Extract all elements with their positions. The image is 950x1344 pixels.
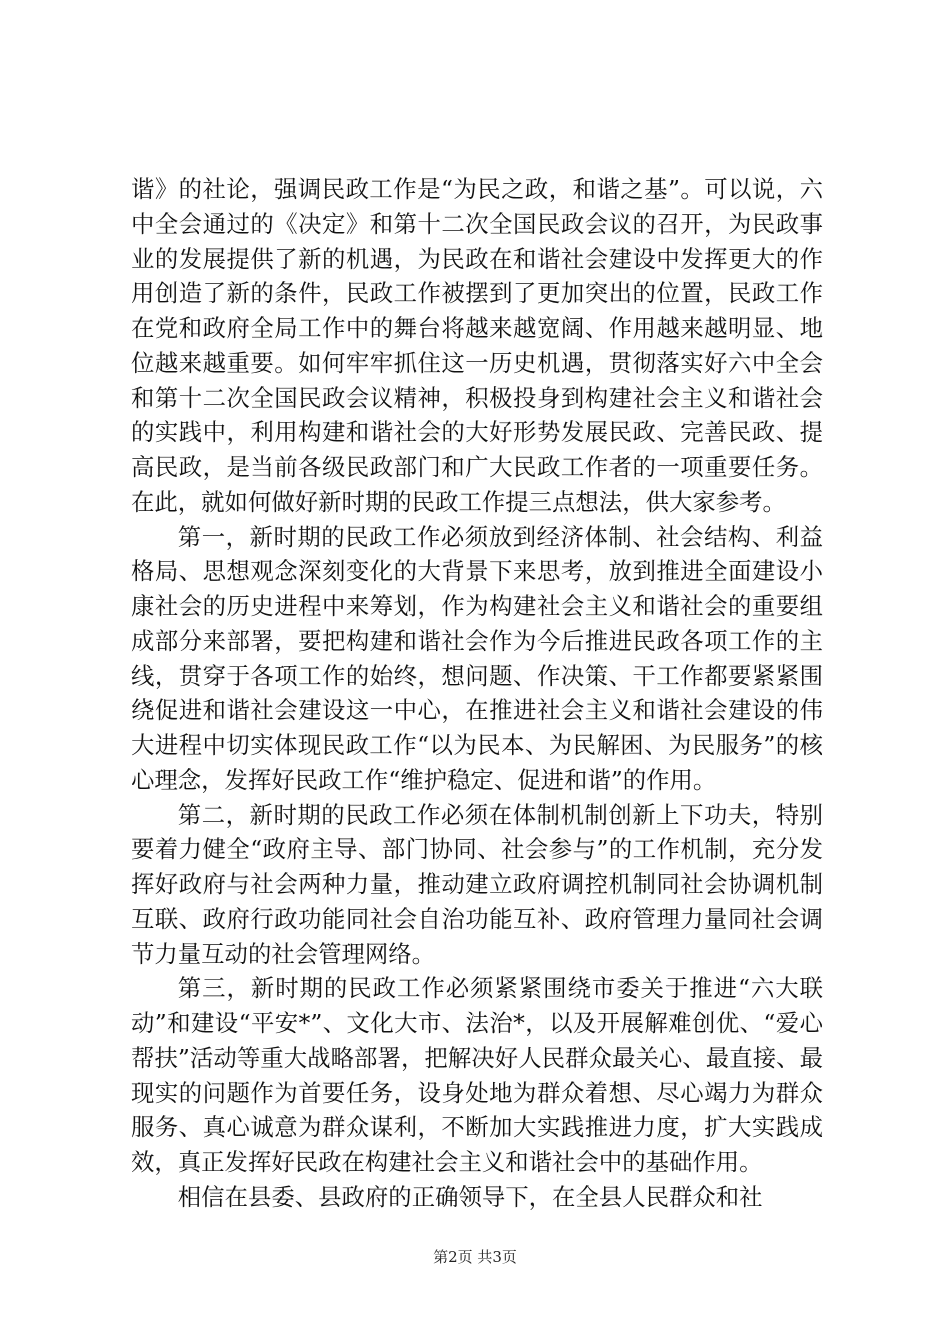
paragraph-second-point: 第二，新时期的民政工作必须在体制机制创新上下功夫，特别要着力健全“政府主导、部门协同、社会参与”的工作机制，充分发挥好政府与社会两种力量，推动建立政府调控机制同社会协调机制互联、政府行政功能同社会自治功能互补、政府管理力量同社会调节力量互动的社会管理网络。 (131, 800, 823, 968)
paragraph-first-point: 第一，新时期的民政工作必须放到经济体制、社会结构、利益格局、思想观念深刻变化的大背景下来思考，放到推进全面建设小康社会的历史进程中来筹划，作为构建社会主义和谐社会的重要组成部分来部署，要把构建和谐社会作为今后推进民政各项工作的主线，贯穿于各项工作的始终，想问题、作决策、干工作都要紧紧围绕促进和谐社会建设这一中心，在推进社会主义和谐社会建设的伟大进程中切实体现民政工作“以为民本、为民解困、为民服务”的核心理念，发挥好民政工作“维护稳定、促进和谐”的作用。 (131, 522, 823, 794)
document-body (131, 172, 823, 1215)
paragraph-third-point: 第三，新时期的民政工作必须紧紧围绕市委关于推进“六大联动”和建设“平安*”、文化大市、法治*，以及开展解难创优、“爱心帮扶”活动等重大战略部署，把解决好人民群众最关心、最直接、最现实的问题作为首要任务，设身处地为群众着想、尽心竭力为群众服务、真心诚意为群众谋利，不断加大实践推进力度，扩大实践成效，真正发挥好民政在构建社会主义和谐社会中的基础作用。 (131, 974, 823, 1176)
paragraph-closing: 相信在县委、县政府的正确领导下，在全县人民群众和社 (177, 1182, 763, 1211)
page-footer: 第2页 共3页 (433, 1248, 517, 1266)
paragraph-continuation: 谐》的社论，强调民政工作是“为民之政，和谐之基”。可以说，六中全会通过的《决定》和第十二次全国民政会议的召开，为民政事业的发展提供了新的机遇，为民政在和谐社会建设中发挥更大的作用创造了新的条件，民政工作被摆到了更加突出的位置，民政工作在党和政府全局工作中的舞台将越来越宽阔、作用越来越明显、地位越来越重要。如何牢牢抓住这一历史机遇，贯彻落实好六中全会和第十二次全国民政会议精神，积极投身到构建社会主义和谐社会的实践中，利用构建和谐社会的大好形势发展民政、完善民政、提高民政，是当前各级民政部门和广大民政工作者的一项重要任务。在此，就如何做好新时期的民政工作提三点想法，供大家参考。 (131, 175, 823, 516)
